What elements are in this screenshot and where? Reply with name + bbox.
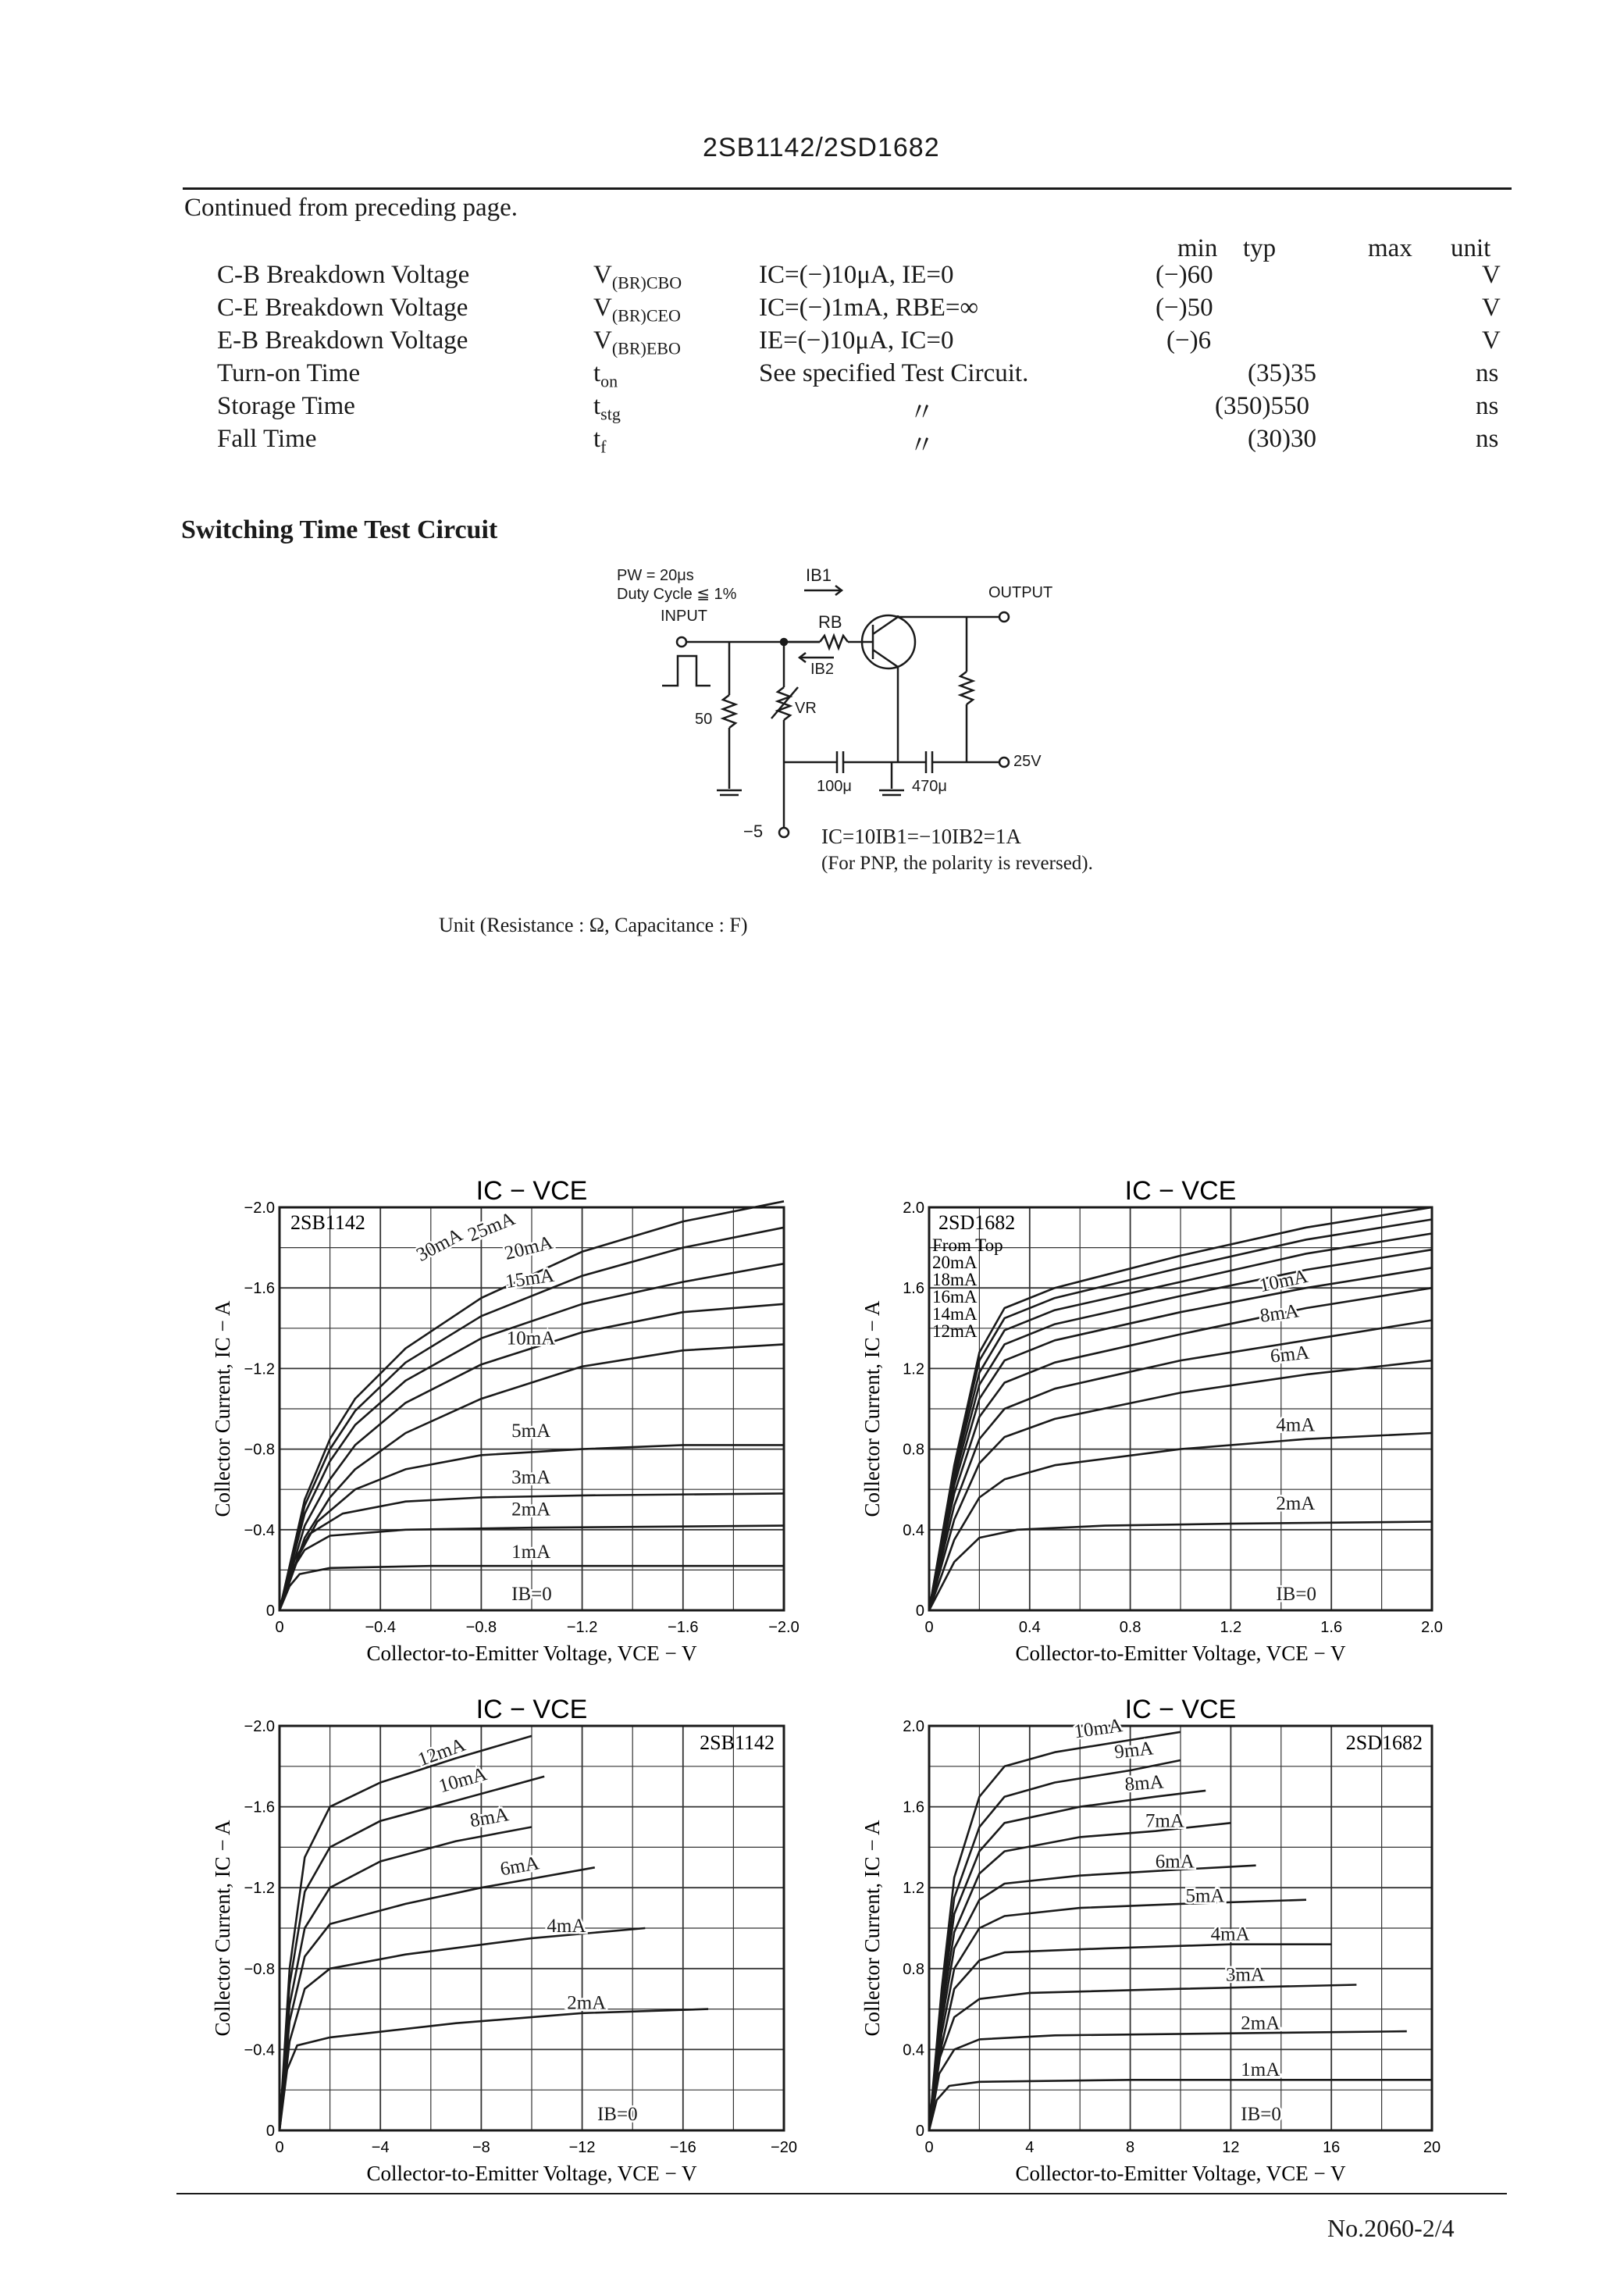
x-tick-label: 0.8	[1119, 1619, 1141, 1636]
y-tick-label: 0	[265, 2123, 275, 2140]
series-line-12mA	[280, 1736, 532, 2130]
rb-label: RB	[818, 612, 842, 632]
x-tick-label: −2.0	[768, 1619, 800, 1636]
x-tick-label: 1.6	[1320, 1619, 1343, 1636]
param-cb: C-B Breakdown Voltage	[217, 261, 470, 289]
output-label: OUTPUT	[988, 584, 1053, 601]
y-tick-label: 1.2	[903, 1360, 924, 1378]
series-label-8mA: 8mA	[1259, 1300, 1301, 1328]
series-label-4mA: 4mA	[547, 1916, 586, 1938]
sym-tstg: $t_{stg}$	[593, 392, 621, 424]
x-tick-label: 2.0	[1421, 1619, 1443, 1636]
typ-tstg: (350)550	[1215, 392, 1309, 420]
y-tick-label: 0	[265, 1602, 275, 1620]
note-line: From Top	[932, 1235, 1003, 1255]
cond-ce: IC=(−)1mA, RBE=∞	[759, 294, 979, 322]
y-tick-label: −0.8	[244, 1441, 275, 1459]
duty-label: Duty Cycle ≦ 1%	[617, 586, 737, 603]
series-label-8mA: 8mA	[468, 1804, 511, 1832]
x-tick-label: −12	[568, 2139, 596, 2156]
unit-tf: ns	[1476, 425, 1499, 453]
y-tick-label: −0.4	[244, 1521, 275, 1539]
series-line-6mA	[280, 1867, 595, 2130]
y-tick-label: 0	[915, 2123, 924, 2140]
param-ton: Turn-on Time	[217, 359, 361, 387]
x-axis-label: Collector-to-Emitter Voltage, VCE − V	[1015, 1642, 1346, 1665]
unit-tstg: ns	[1476, 392, 1499, 420]
x-tick-label: 0	[275, 1619, 284, 1636]
input-label: INPUT	[661, 608, 707, 625]
cond-eb: IE=(−)10μA, IC=0	[759, 326, 954, 355]
y-tick-label: 2.0	[903, 1200, 924, 1217]
chart-4	[860, 1695, 1441, 2185]
series-label-1mA: 1mA	[511, 1541, 551, 1563]
chart-3	[211, 1695, 797, 2185]
y-tick-label: −2.0	[244, 1718, 275, 1735]
pw-label: PW = 20μs	[617, 567, 694, 584]
y-tick-label: −0.8	[244, 1960, 275, 1978]
continued-note: Continued from preceding page.	[184, 194, 518, 222]
y-tick-label: −1.6	[244, 1280, 275, 1298]
series-label-7mA: 7mA	[1145, 1810, 1184, 1832]
x-tick-label: 12	[1222, 2139, 1240, 2156]
x-tick-label: 0	[275, 2139, 284, 2156]
x-tick-label: −1.6	[668, 1619, 699, 1636]
x-tick-label: −16	[669, 2139, 696, 2156]
x-tick-label: 0	[924, 1619, 934, 1636]
note-line: 20mA	[932, 1253, 978, 1272]
series-label-12mA: 12mA	[415, 1734, 468, 1771]
y-tick-label: 2.0	[903, 1718, 924, 1735]
x-tick-label: 0.4	[1018, 1619, 1041, 1636]
x-tick-label: −0.4	[365, 1619, 396, 1636]
series-label-25mA: 25mA	[465, 1207, 518, 1246]
series-label-10mA: 10mA	[506, 1328, 556, 1349]
vm5-label: −5	[743, 822, 764, 841]
series-label-10mA: 10mA	[436, 1763, 490, 1798]
series-label-IB=0: IB=0	[511, 1584, 552, 1606]
c100-label: 100μ	[817, 778, 852, 795]
device-label: 2SB1142	[700, 1731, 775, 1754]
typ-tf: (30)30	[1248, 425, 1316, 453]
y-tick-label: −1.2	[244, 1880, 275, 1898]
col-min: min	[1177, 234, 1218, 262]
chart-title: IC − VCE	[475, 1176, 588, 1206]
note-line: 16mA	[932, 1287, 978, 1307]
series-label-6mA: 6mA	[1269, 1342, 1311, 1367]
series-label-2mA: 2mA	[567, 1992, 607, 2014]
series-label-4mA: 4mA	[1210, 1923, 1250, 1945]
chart-1	[211, 1176, 800, 1665]
typ-ton: (35)35	[1248, 359, 1316, 387]
x-tick-label: −20	[771, 2139, 797, 2156]
y-tick-label: 0	[915, 1602, 924, 1620]
series-label-2mA: 2mA	[1241, 2012, 1280, 2034]
series-label-8mA: 8mA	[1124, 1771, 1165, 1795]
y-axis-label: Collector Current, IC − A	[211, 1300, 234, 1517]
note-line: 18mA	[932, 1270, 978, 1289]
y-tick-label: −0.4	[244, 2041, 275, 2059]
x-tick-label: −8	[472, 2139, 490, 2156]
sym-eb: $V_{(BR)EBO}$	[593, 326, 681, 358]
device-label: 2SD1682	[938, 1211, 1016, 1234]
circuit-formula: IC=10IB1=−10IB2=1A	[821, 825, 1021, 848]
sym-ce: $V_{(BR)CEO}$	[593, 294, 681, 326]
vr-label: VR	[795, 700, 817, 717]
x-tick-label: 16	[1323, 2139, 1341, 2156]
min-ce: (−)50	[1156, 294, 1213, 322]
cond-cb: IC=(−)10μA, IE=0	[759, 261, 954, 289]
y-tick-label: 1.6	[903, 1799, 924, 1816]
y-tick-label: 1.6	[903, 1280, 924, 1298]
x-tick-label: 4	[1025, 2139, 1035, 2156]
series-label-2mA: 2mA	[1276, 1493, 1316, 1514]
x-axis-label: Collector-to-Emitter Voltage, VCE − V	[1015, 2162, 1346, 2185]
series-label-10mA: 10mA	[1072, 1715, 1124, 1743]
series-line-4mA	[280, 1928, 645, 2130]
param-ce: C-E Breakdown Voltage	[217, 294, 468, 322]
sym-ton: $t_{on}$	[593, 359, 618, 391]
x-axis-label: Collector-to-Emitter Voltage, VCE − V	[366, 1642, 697, 1665]
unit-eb: V	[1482, 326, 1501, 355]
series-label-2mA: 2mA	[511, 1499, 551, 1520]
note-line: 14mA	[932, 1304, 978, 1324]
param-tstg: Storage Time	[217, 392, 355, 420]
x-tick-label: −1.2	[566, 1619, 598, 1636]
chart-title: IC − VCE	[475, 1695, 588, 1724]
cond-tf: 〃	[909, 432, 935, 460]
y-axis-label: Collector Current, IC − A	[211, 1820, 234, 2037]
ib1-label: IB1	[806, 565, 832, 585]
series-label-1mA: 1mA	[1241, 2059, 1280, 2081]
y-tick-label: 1.2	[903, 1880, 924, 1898]
series-label-3mA: 3mA	[511, 1467, 551, 1488]
r50-label: 50	[695, 711, 713, 728]
x-tick-label: 1.2	[1220, 1619, 1242, 1636]
section-title-switching: Switching Time Test Circuit	[181, 515, 498, 544]
series-label-20mA: 20mA	[502, 1232, 555, 1264]
ib2-label: IB2	[810, 661, 835, 678]
cond-ton: See specified Test Circuit.	[759, 359, 1029, 387]
y-tick-label: −1.2	[244, 1360, 275, 1378]
footer-rule	[176, 2193, 1507, 2194]
y-axis-label: Collector Current, IC − A	[860, 1300, 884, 1517]
polarity-note: (For PNP, the polarity is reversed).	[821, 853, 1093, 874]
unit-cb: V	[1482, 261, 1501, 289]
y-tick-label: 0.8	[903, 1960, 924, 1978]
cond-tstg: 〃	[909, 399, 935, 427]
y-tick-label: 0.8	[903, 1441, 924, 1459]
unit-ce: V	[1482, 294, 1501, 322]
x-tick-label: −4	[371, 2139, 390, 2156]
y-axis-label: Collector Current, IC − A	[860, 1820, 884, 2037]
series-line-9mA	[929, 1760, 1181, 2130]
x-axis-label: Collector-to-Emitter Voltage, VCE − V	[366, 2162, 697, 2185]
y-tick-label: −1.6	[244, 1799, 275, 1816]
param-eb: E-B Breakdown Voltage	[217, 326, 468, 355]
series-label-6mA: 6mA	[1155, 1851, 1195, 1873]
x-tick-label: −0.8	[465, 1619, 497, 1636]
y-tick-label: 0.4	[903, 1521, 924, 1539]
series-label-5mA: 5mA	[511, 1421, 551, 1442]
unit-note: Unit (Resistance : Ω, Capacitance : F)	[439, 914, 748, 936]
device-label: 2SD1682	[1345, 1731, 1423, 1754]
series-label-IB=0: IB=0	[597, 2104, 638, 2126]
series-label-15mA: 15mA	[504, 1264, 556, 1293]
chart-title: IC − VCE	[1124, 1695, 1237, 1724]
series-label-IB=0: IB=0	[1241, 2104, 1281, 2126]
chart-2	[860, 1176, 1443, 1665]
sym-tf: $t_f$	[593, 425, 607, 457]
col-typ: typ	[1243, 234, 1277, 262]
min-cb: (−)60	[1156, 261, 1213, 289]
page-number: No.2060-2/4	[1327, 2214, 1455, 2242]
col-unit: unit	[1451, 234, 1491, 262]
note-line: 12mA	[932, 1321, 978, 1341]
series-label-5mA: 5mA	[1185, 1885, 1225, 1907]
device-label: 2SB1142	[290, 1211, 365, 1234]
chart-title: IC − VCE	[1124, 1176, 1237, 1206]
series-label-IB=0: IB=0	[1276, 1584, 1316, 1606]
series-line-2mA	[280, 2009, 708, 2130]
part-number-header: 2SB1142/2SD1682	[703, 133, 940, 162]
col-max: max	[1368, 234, 1412, 262]
series-label-30mA: 30mA	[413, 1224, 466, 1266]
min-eb: (−)6	[1166, 326, 1212, 355]
series-label-4mA: 4mA	[1276, 1414, 1316, 1436]
series-label-3mA: 3mA	[1225, 1964, 1265, 1986]
unit-ton: ns	[1476, 359, 1499, 387]
series-line-3mA	[929, 1985, 1356, 2131]
series-label-6mA: 6mA	[498, 1852, 541, 1881]
c470-label: 470μ	[912, 778, 947, 795]
x-tick-label: 0	[924, 2139, 934, 2156]
x-tick-label: 20	[1423, 2139, 1441, 2156]
series-label-9mA: 9mA	[1113, 1738, 1155, 1763]
x-tick-label: 8	[1126, 2139, 1135, 2156]
y-tick-label: −2.0	[244, 1200, 275, 1217]
param-tf: Fall Time	[217, 425, 317, 453]
sym-cb: $V_{(BR)CBO}$	[593, 261, 682, 293]
v25-label: 25V	[1013, 753, 1042, 770]
series-label-10mA: 10mA	[1257, 1265, 1310, 1297]
y-tick-label: 0.4	[903, 2041, 924, 2059]
